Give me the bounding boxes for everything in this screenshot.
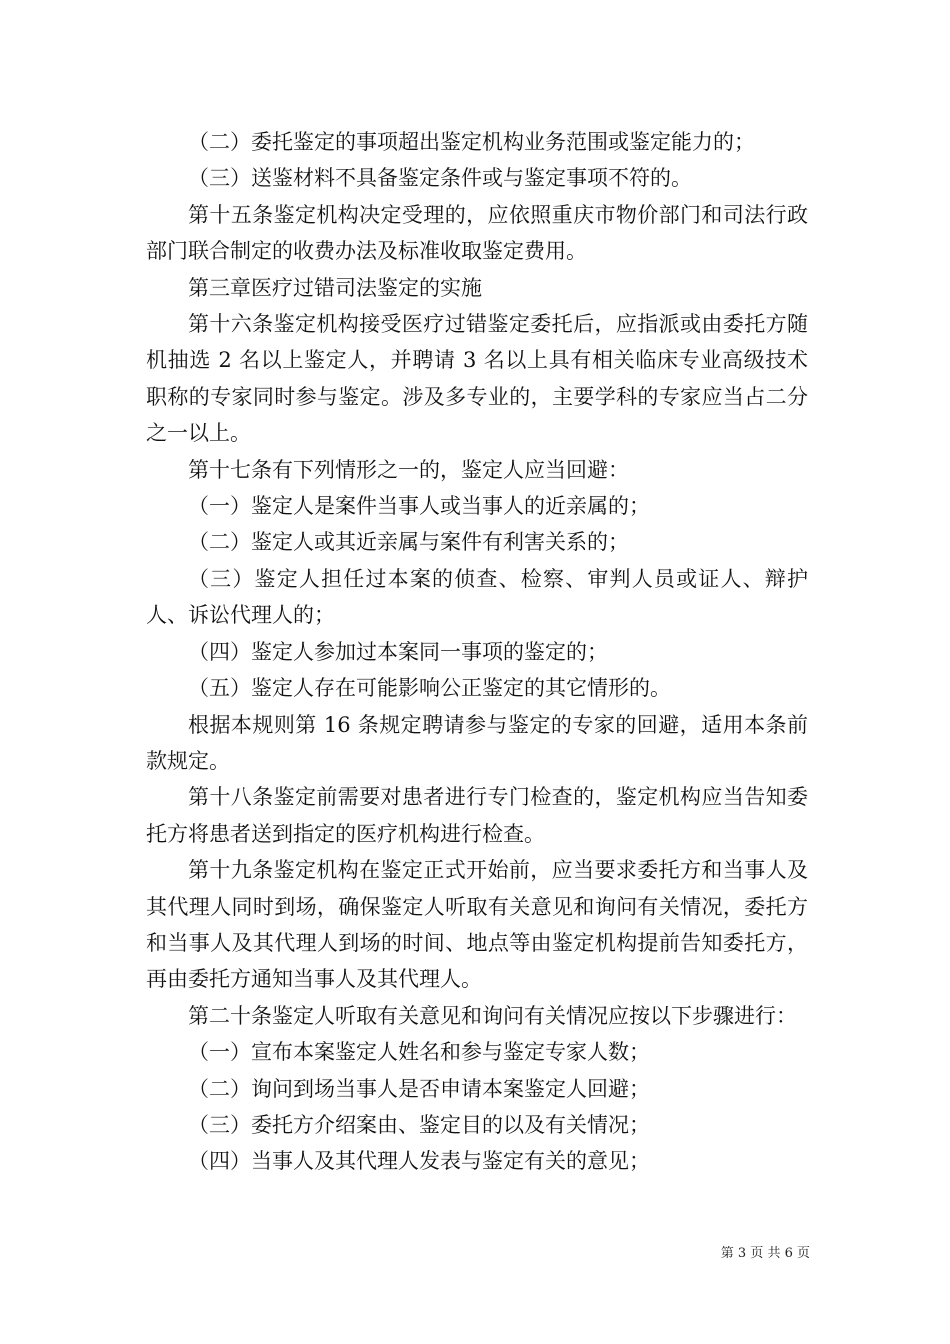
- paragraph: （三）委托方介绍案由、鉴定目的以及有关情况；: [188, 1112, 650, 1137]
- paragraph: （五）鉴定人存在可能影响公正鉴定的其它情形的。: [188, 676, 671, 701]
- paragraph: （一）宣布本案鉴定人姓名和参与鉴定专家人数；: [188, 1040, 650, 1065]
- paragraph: （三）鉴定人担任过本案的侦查、检察、审判人员或证人、辩护人、诉讼代理人的；: [146, 566, 808, 628]
- paragraph: （四）鉴定人参加过本案同一事项的鉴定的；: [188, 639, 608, 664]
- paragraph: （二）鉴定人或其近亲属与案件有利害关系的；: [188, 530, 629, 555]
- paragraph: 第十六条鉴定机构接受医疗过错鉴定委托后，应指派或由委托方随机抽选 2 名以上鉴定人，并聘请 3 名以上具有相关临床专业高级技术职称的专家同时参与鉴定。涉及多专业的，主要学科的专家应当占二分之一以上。: [146, 312, 808, 446]
- paragraph: （二）询问到场当事人是否申请本案鉴定人回避；: [188, 1076, 650, 1101]
- paragraph: （四）当事人及其代理人发表与鉴定有关的意见；: [188, 1149, 650, 1174]
- paragraph: 第十七条有下列情形之一的，鉴定人应当回避：: [188, 457, 629, 482]
- paragraph: （二）委托鉴定的事项超出鉴定机构业务范围或鉴定能力的；: [188, 130, 755, 154]
- paragraph: （一）鉴定人是案件当事人或当事人的近亲属的；: [188, 494, 650, 519]
- paragraph: 第十九条鉴定机构在鉴定正式开始前，应当要求委托方和当事人及其代理人同时到场，确保鉴定人听取有关意见和询问有关情况，委托方和当事人及其代理人到场的时间、地点等由鉴定机构提前告知委托方，再由委托方通知当事人及其代理人。: [146, 858, 808, 992]
- document-body: [146, 124, 808, 1180]
- paragraph: 第十五条鉴定机构决定受理的，应依照重庆市物价部门和司法行政部门联合制定的收费办法及标准收取鉴定费用。: [146, 202, 808, 264]
- paragraph: （三）送鉴材料不具备鉴定条件或与鉴定事项不符的。: [188, 166, 692, 191]
- paragraph: 第二十条鉴定人听取有关意见和询问有关情况应按以下步骤进行：: [188, 1003, 797, 1028]
- paragraph: 根据本规则第 16 条规定聘请参与鉴定的专家的回避，适用本条前款规定。: [146, 712, 808, 773]
- page-number: 第 3 页 共 6 页: [720, 1246, 810, 1261]
- chapter-heading: 第三章医疗过错司法鉴定的实施: [188, 275, 482, 300]
- paragraph: 第十八条鉴定前需要对患者进行专门检查的，鉴定机构应当告知委托方将患者送到指定的医疗机构进行检查。: [146, 785, 808, 846]
